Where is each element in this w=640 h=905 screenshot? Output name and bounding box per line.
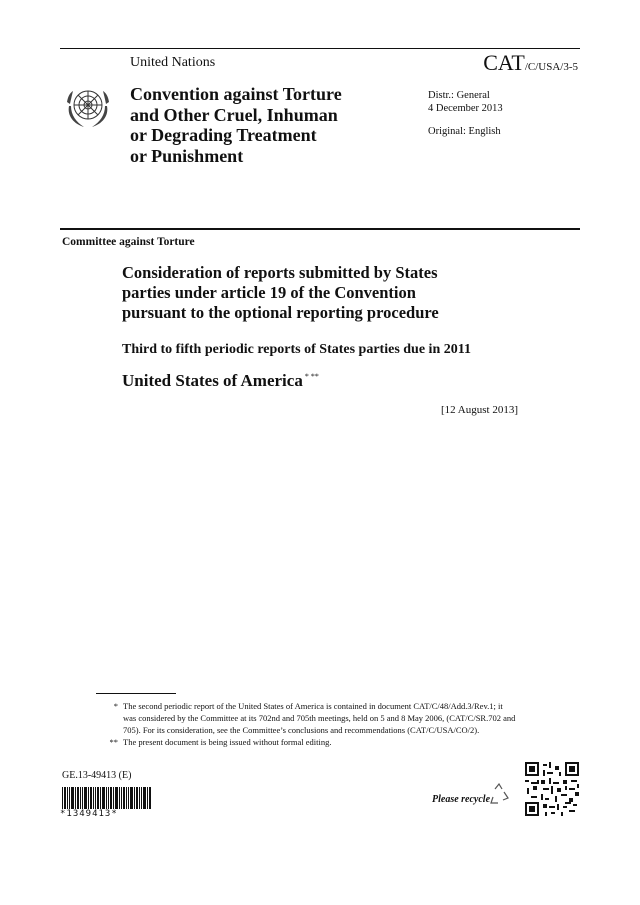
report-title — [122, 263, 522, 323]
footnote-text: The present document is being issued without formal editing. — [123, 737, 332, 747]
footnote — [96, 700, 516, 736]
footnote — [96, 736, 516, 748]
document-number: GE.13-49413 (E) — [62, 770, 132, 781]
title-divider — [60, 228, 580, 230]
header-divider — [60, 48, 580, 49]
footnote-divider — [96, 693, 176, 694]
country-heading — [122, 371, 319, 391]
symbol-main: CAT — [483, 50, 525, 75]
report-date: [12 August 2013] — [441, 404, 518, 416]
convention-title-line: or Degrading Treatment — [130, 125, 317, 145]
report-title-line: Consideration of reports submitted by States — [122, 263, 438, 282]
recycle-label: Please recycle — [432, 794, 491, 805]
barcode-text: *1349413* — [60, 809, 118, 819]
convention-title-line: Convention against Torture — [130, 84, 342, 104]
recycle-icon — [487, 783, 511, 805]
footnote-mark: * — [113, 701, 118, 711]
convention-title — [130, 84, 390, 166]
report-title-line: pursuant to the optional reporting procedure — [122, 303, 439, 322]
convention-title-line: or Punishment — [130, 145, 244, 166]
report-title-line: parties under article 19 of the Convention — [122, 283, 416, 302]
qr-code-icon — [525, 762, 579, 816]
footnote-marks: * ** — [304, 372, 319, 382]
document-symbol — [483, 50, 578, 76]
report-subtitle: Third to fifth periodic reports of States parties due in 2011 — [122, 342, 471, 357]
organization-name: United Nations — [130, 55, 216, 70]
barcode-icon — [62, 787, 152, 809]
distribution-info — [428, 89, 503, 138]
footnotes — [96, 700, 516, 748]
distribution-date: 4 December 2013 — [428, 103, 503, 114]
distribution-type: Distr.: General — [428, 90, 490, 101]
committee-name: Committee against Torture — [62, 236, 195, 248]
original-language: Original: English — [428, 126, 501, 137]
country-name: United States of America — [122, 371, 303, 390]
convention-title-line: and Other Cruel, Inhuman — [130, 104, 338, 125]
footnote-mark: ** — [109, 737, 118, 747]
footnote-text: The second periodic report of the United States of America is contained in document CAT/C/48/Add.3/Rev.1; it was considered by the Committee at its 702nd and 705th meetings, held on 5 and 8 May 2006, (CAT/C/SR.702 and 705). For its consideration, see the Committee’s conclusions and recommendations (CAT/C/USA/CO/2). — [123, 701, 516, 735]
symbol-suffix: /C/USA/3-5 — [524, 61, 578, 73]
un-emblem-icon — [64, 84, 112, 130]
